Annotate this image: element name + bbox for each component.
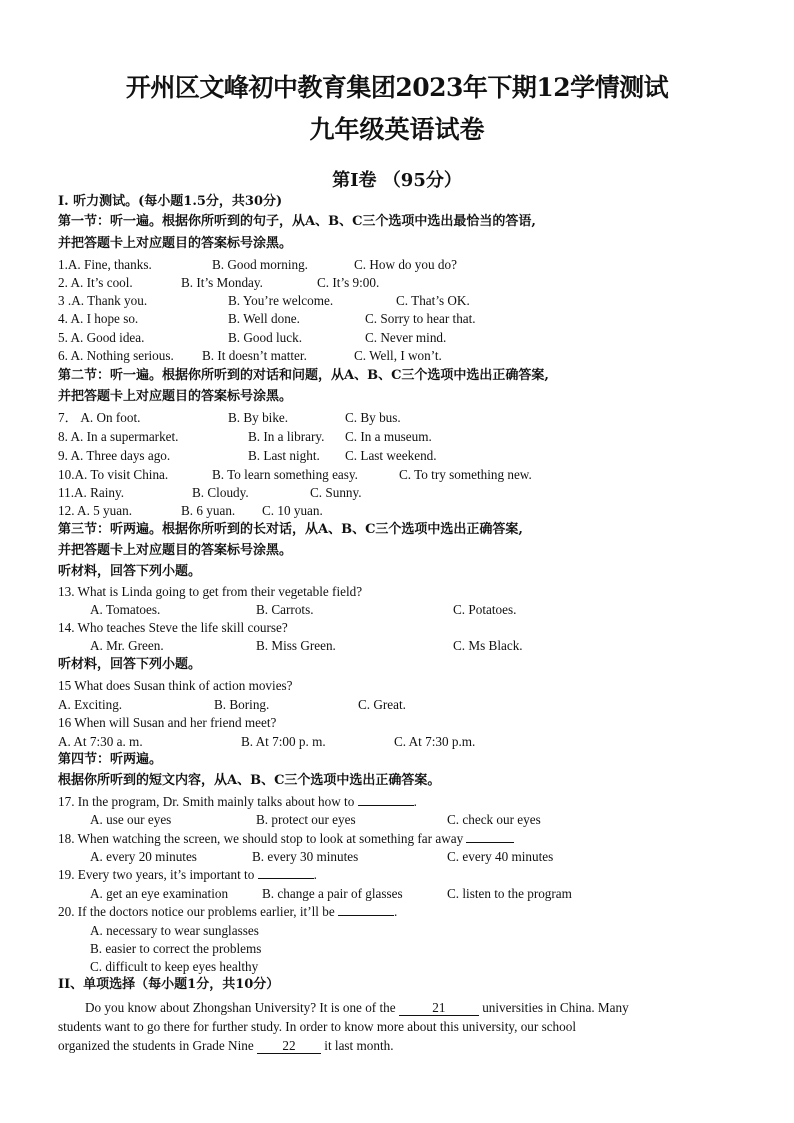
- option-c: C. check our eyes: [447, 812, 541, 827]
- option-a: 6. A. Nothing serious.: [58, 348, 174, 363]
- option-c: C. By bus.: [345, 410, 401, 425]
- option-c: C. It’s 9:00.: [317, 275, 380, 290]
- section4-instruction: 第四节：听两遍。: [58, 752, 163, 767]
- option-a: 10.A. To visit China.: [58, 467, 169, 482]
- passage-line-3: [58, 1038, 394, 1054]
- option-b: B. In a library.: [248, 429, 325, 444]
- answer-blank: [338, 915, 394, 916]
- question-18: [58, 831, 514, 847]
- answer-blank: [358, 805, 414, 806]
- option-a: A. At 7:30 a. m.: [58, 734, 143, 749]
- section4-instruction-2: 根据你所听到的短文内容，从A、B、C三个选项中选出正确答案。: [58, 773, 441, 788]
- option-a: 9. A. Three days ago.: [58, 448, 171, 463]
- option-c: C. In a museum.: [345, 429, 432, 444]
- option-a: 12. A. 5 yuan.: [58, 503, 132, 518]
- section1-instruction-2: 并把答题卡上对应题目的答案标号涂黑。: [58, 236, 293, 251]
- option-c: C. Ms Black.: [453, 638, 523, 653]
- exam-subtitle: 九年级英语试卷: [309, 115, 485, 144]
- option-c: C. every 40 minutes: [447, 849, 554, 864]
- option-a: A. Mr. Green.: [90, 638, 164, 653]
- passage-text: universities in China. Many: [482, 1000, 629, 1015]
- question-20-option-c: C. difficult to keep eyes healthy: [90, 959, 259, 974]
- passage-text: organized the students in Grade Nine: [58, 1038, 254, 1053]
- option-a: 3 .A. Thank you.: [58, 293, 148, 308]
- option-c: C. Sunny.: [310, 485, 362, 500]
- option-b: B. Good luck.: [228, 330, 302, 345]
- option-b: B. It’s Monday.: [181, 275, 263, 290]
- option-a: A. Tomatoes.: [90, 602, 161, 617]
- option-c: C. Potatoes.: [453, 602, 517, 617]
- option-b: B. change a pair of glasses: [262, 886, 403, 901]
- question-14: 14. Who teaches Steve the life skill course?: [58, 620, 288, 635]
- question-20: 20. If the doctors notice our problems earlier, it’ll be .: [58, 904, 398, 919]
- answer-blank: [466, 842, 514, 843]
- option-a: 8. A. In a supermarket.: [58, 429, 179, 444]
- question-17: 17. In the program, Dr. Smith mainly talks about how to .: [58, 794, 417, 809]
- passage-line-1: [85, 1000, 629, 1016]
- option-a: A. every 20 minutes: [90, 849, 197, 864]
- listening-heading: I. 听力测试。(每小题1.5分，共30分): [58, 194, 283, 209]
- option-b: B. Miss Green.: [256, 638, 336, 653]
- question-19-text: 19. Every two years, it’s important to: [58, 867, 255, 882]
- option-b: B. You’re welcome.: [228, 293, 334, 308]
- option-c: C. 10 yuan.: [262, 503, 323, 518]
- question-18-text: 18. When watching the screen, we should stop to look at something far away: [58, 831, 464, 846]
- option-a: 4. A. I hope so.: [58, 311, 139, 326]
- option-b: B. Carrots.: [256, 602, 314, 617]
- listen-material-a: 听材料，回答下列小题。: [58, 564, 202, 579]
- section1-instruction: 第一节：听一遍。根据你所听到的句子，从A、B、C三个选项中选出最恰当的答语,: [58, 214, 536, 229]
- option-a: 7． A. On foot.: [58, 410, 141, 425]
- question-13: 13. What is Linda going to get from their vegetable field?: [58, 584, 363, 599]
- option-b: B. Boring.: [214, 697, 270, 712]
- volume-heading: 第I卷 （95分）: [332, 170, 462, 191]
- exam-title: 开州区文峰初中教育集团2023年下期12学情测试: [125, 73, 669, 102]
- listen-material-b: 听材料，回答下列小题。: [58, 657, 202, 672]
- option-a: A. use our eyes: [90, 812, 172, 827]
- question-15: 15 What does Susan think of action movies?: [58, 678, 293, 693]
- option-b: B. 6 yuan.: [181, 503, 236, 518]
- option-b: B. By bike.: [228, 410, 289, 425]
- question-16: 16 When will Susan and her friend meet?: [58, 715, 277, 730]
- option-c: C. Never mind.: [365, 330, 447, 345]
- question-20-text: 20. If the doctors notice our problems earlier, it’ll be: [58, 904, 335, 919]
- option-b: B. every 30 minutes: [252, 849, 359, 864]
- option-b: B. At 7:00 p. m.: [241, 734, 326, 749]
- option-c: C. Great.: [358, 697, 406, 712]
- option-b: B. Well done.: [228, 311, 300, 326]
- answer-blank-21: 21: [399, 1001, 479, 1016]
- option-c: C. To try something new.: [399, 467, 532, 482]
- option-c: C. Last weekend.: [345, 448, 437, 463]
- option-a: 2. A. It’s cool.: [58, 275, 133, 290]
- question-20-option-a: A. necessary to wear sunglasses: [90, 923, 259, 938]
- passage-line-2: students want to go there for further study. In order to know more about this university, our school: [58, 1019, 576, 1034]
- option-b: B. To learn something easy.: [212, 467, 358, 482]
- section2-instruction-2: 并把答题卡上对应题目的答案标号涂黑。: [58, 389, 293, 404]
- option-c: C. At 7:30 p.m.: [394, 734, 476, 749]
- option-b: B. It doesn’t matter.: [202, 348, 307, 363]
- option-c: C. Sorry to hear that.: [365, 311, 476, 326]
- section3-instruction: 第三节：听两遍。根据你所听到的长对话，从A、B、C三个选项中选出正确答案,: [58, 522, 523, 537]
- option-c: C. How do you do?: [354, 257, 457, 272]
- option-b: B. Last night.: [248, 448, 320, 463]
- question-17-text: 17. In the program, Dr. Smith mainly talks about how to: [58, 794, 355, 809]
- section3-instruction-2: 并把答题卡上对应题目的答案标号涂黑。: [58, 543, 293, 558]
- option-a: 5. A. Good idea.: [58, 330, 145, 345]
- passage-text: Do you know about Zhongshan University? It is one of the: [85, 1000, 396, 1015]
- answer-blank: [258, 878, 314, 879]
- question-20-option-b: B. easier to correct the problems: [90, 941, 262, 956]
- question-19: 19. Every two years, it’s important to .: [58, 867, 317, 882]
- option-a: 1.A. Fine, thanks.: [58, 257, 152, 272]
- option-a: A. get an eye examination: [90, 886, 229, 901]
- section2-instruction: 第二节：听一遍。根据你所听到的对话和问题，从A、B、C三个选项中选出正确答案,: [58, 368, 549, 383]
- option-a: 11.A. Rainy.: [58, 485, 125, 500]
- option-b: B. Good morning.: [212, 257, 308, 272]
- single-choice-heading: II、单项选择（每小题1分，共10分）: [58, 977, 280, 992]
- option-c: C. That’s OK.: [396, 293, 470, 308]
- option-b: B. protect our eyes: [256, 812, 356, 827]
- option-c: C. Well, I won’t.: [354, 348, 442, 363]
- option-b: B. Cloudy.: [192, 485, 249, 500]
- option-c: C. listen to the program: [447, 886, 572, 901]
- answer-blank-22: 22: [257, 1039, 321, 1054]
- option-a: A. Exciting.: [58, 697, 123, 712]
- passage-text: it last month.: [324, 1038, 394, 1053]
